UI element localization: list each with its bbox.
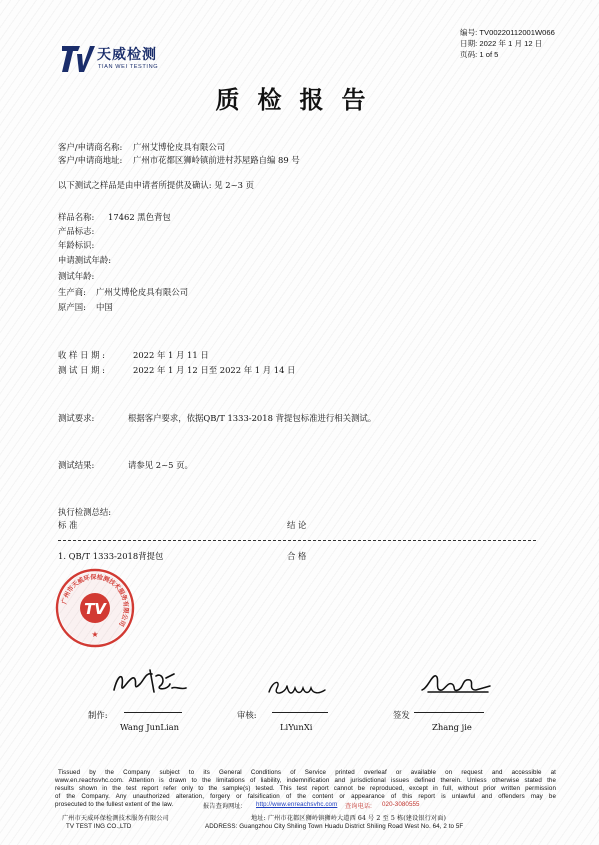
made-by-line [124, 712, 182, 713]
summary-row-standard: 1. QB/T 1333-2018背提包 [58, 551, 164, 561]
reviewer-label: 审核: [237, 710, 257, 720]
sample-confirm-text: 以下测试之样品是由申请者所提供及确认: 见 2~3 页 [58, 180, 254, 190]
age-mark-label: 年龄标识: [58, 240, 95, 250]
footer-query-link[interactable]: http://www.enreachsvhc.com [256, 801, 338, 808]
footer-phone-label: 查询电话: [345, 803, 372, 810]
report-date: 日期: 2022 年 1 月 12 日 [460, 39, 543, 48]
requirement-text: 根据客户要求，依据QB/T 1333-2018 背提包标准进行相关测试。 [128, 413, 377, 423]
sample-name-label: 样品名称: [58, 212, 95, 222]
page-number: 页码: 1 of 5 [460, 50, 499, 59]
footer-line-2: www.en.reachsvhc.com. Attention is drawn to the limitations of liability, indemnification and jurisdictional issues defined therein. Unless otherwise stated the [55, 777, 556, 784]
result-label: 测试结果: [58, 460, 95, 470]
test-date-label: 测 试 日 期 : [58, 365, 105, 375]
received-date: 2022 年 1 月 11 日 [133, 350, 209, 360]
footer-address-cn: 地址: 广州市花都区狮岭镇狮岭大道西 64 号 2 至 5 栋(建设银行对面) [251, 815, 447, 822]
report-number: 编号: TV00220112001W066 [460, 28, 555, 37]
sample-name: 17462 黑色背包 [108, 212, 171, 222]
requirement-label: 测试要求: [58, 413, 95, 423]
issuer-line [414, 712, 484, 713]
client-name: 广州艾博伦皮具有限公司 [133, 142, 226, 152]
result-text: 请参见 2~5 页。 [128, 460, 193, 470]
client-name-label: 客户/申请商名称: [58, 142, 123, 152]
footer-line-4: of the Company. Any unauthorized alteration, forgery or falsification of the content or appearance of this report is unlawful and offenders may be [55, 793, 556, 800]
summary-col-conclusion: 结 论 [287, 520, 307, 530]
made-by-name: Wang JunLian [120, 722, 180, 732]
seal-ring-text: 广州市天威环保检测技术服务有限公司 [61, 573, 130, 628]
maker-signature-icon [110, 664, 190, 698]
logo-english-name: TIAN WEI TESTING [98, 64, 159, 70]
summary-col-standard: 标 准 [58, 520, 78, 530]
tv-logo-icon [60, 42, 96, 76]
company-logo [60, 42, 170, 78]
summary-row-conclusion: 合 格 [287, 551, 307, 561]
footer-company-cn: 广州市天威环保检测技术服务有限公司 [62, 815, 169, 822]
origin-label: 原产国: [58, 302, 86, 312]
company-seal-icon [55, 568, 135, 648]
summary-divider [58, 540, 536, 541]
reviewer-signature-icon [265, 676, 329, 700]
issuer-signature-icon [418, 668, 494, 698]
logo-chinese-name: 天威检测 [97, 47, 157, 63]
footer-line-1: Tissued by the Company subject to its General Conditions of Service printed overleaf or available on request and accessible at [58, 769, 556, 776]
manufacturer-label: 生产商: [58, 287, 86, 297]
manufacturer: 广州艾博伦皮具有限公司 [96, 287, 189, 297]
reviewer-line [272, 712, 328, 713]
client-address-label: 客户/申请商地址: [58, 155, 123, 165]
origin: 中国 [96, 302, 113, 312]
footer-line-3: results shown in the test report refer only to the sample(s) tested. This test report cannot be reproduced, except in full, without prior written permission [55, 785, 556, 792]
footer-query-label: 报告查询网址: [203, 803, 243, 810]
footer-address-en: ADDRESS: Guangzhou City Shiling Town Huadu District Shiling Road West No. 64, 2 to 5F [205, 823, 464, 830]
test-date: 2022 年 1 月 12 日至 2022 年 1 月 14 日 [133, 365, 296, 375]
issuer-label: 签发 [393, 710, 410, 720]
seal-center-text: TV [84, 600, 106, 618]
svg-text:★: ★ [91, 630, 99, 639]
page-title: 质检报告 [215, 85, 384, 114]
apply-age-label: 申请测试年龄: [58, 255, 112, 265]
reviewer-name: LiYunXi [280, 722, 313, 732]
test-age-label: 测试年龄: [58, 271, 95, 281]
received-date-label: 收 样 日 期 : [58, 350, 105, 360]
made-by-label: 制作: [88, 710, 108, 720]
footer-line-5: prosecuted to the fullest extent of the law. [55, 801, 174, 808]
footer-company-en: TV TEST ING CO.,LTD [66, 823, 132, 830]
product-mark-label: 产品标志: [58, 226, 95, 236]
issuer-name: Zhang jie [432, 722, 472, 732]
footer-phone: 020-3080555 [382, 801, 420, 808]
client-address: 广州市花都区狮岭镇前进村苏屋路自编 89 号 [133, 155, 300, 165]
summary-label: 执行检测总结: [58, 507, 112, 517]
